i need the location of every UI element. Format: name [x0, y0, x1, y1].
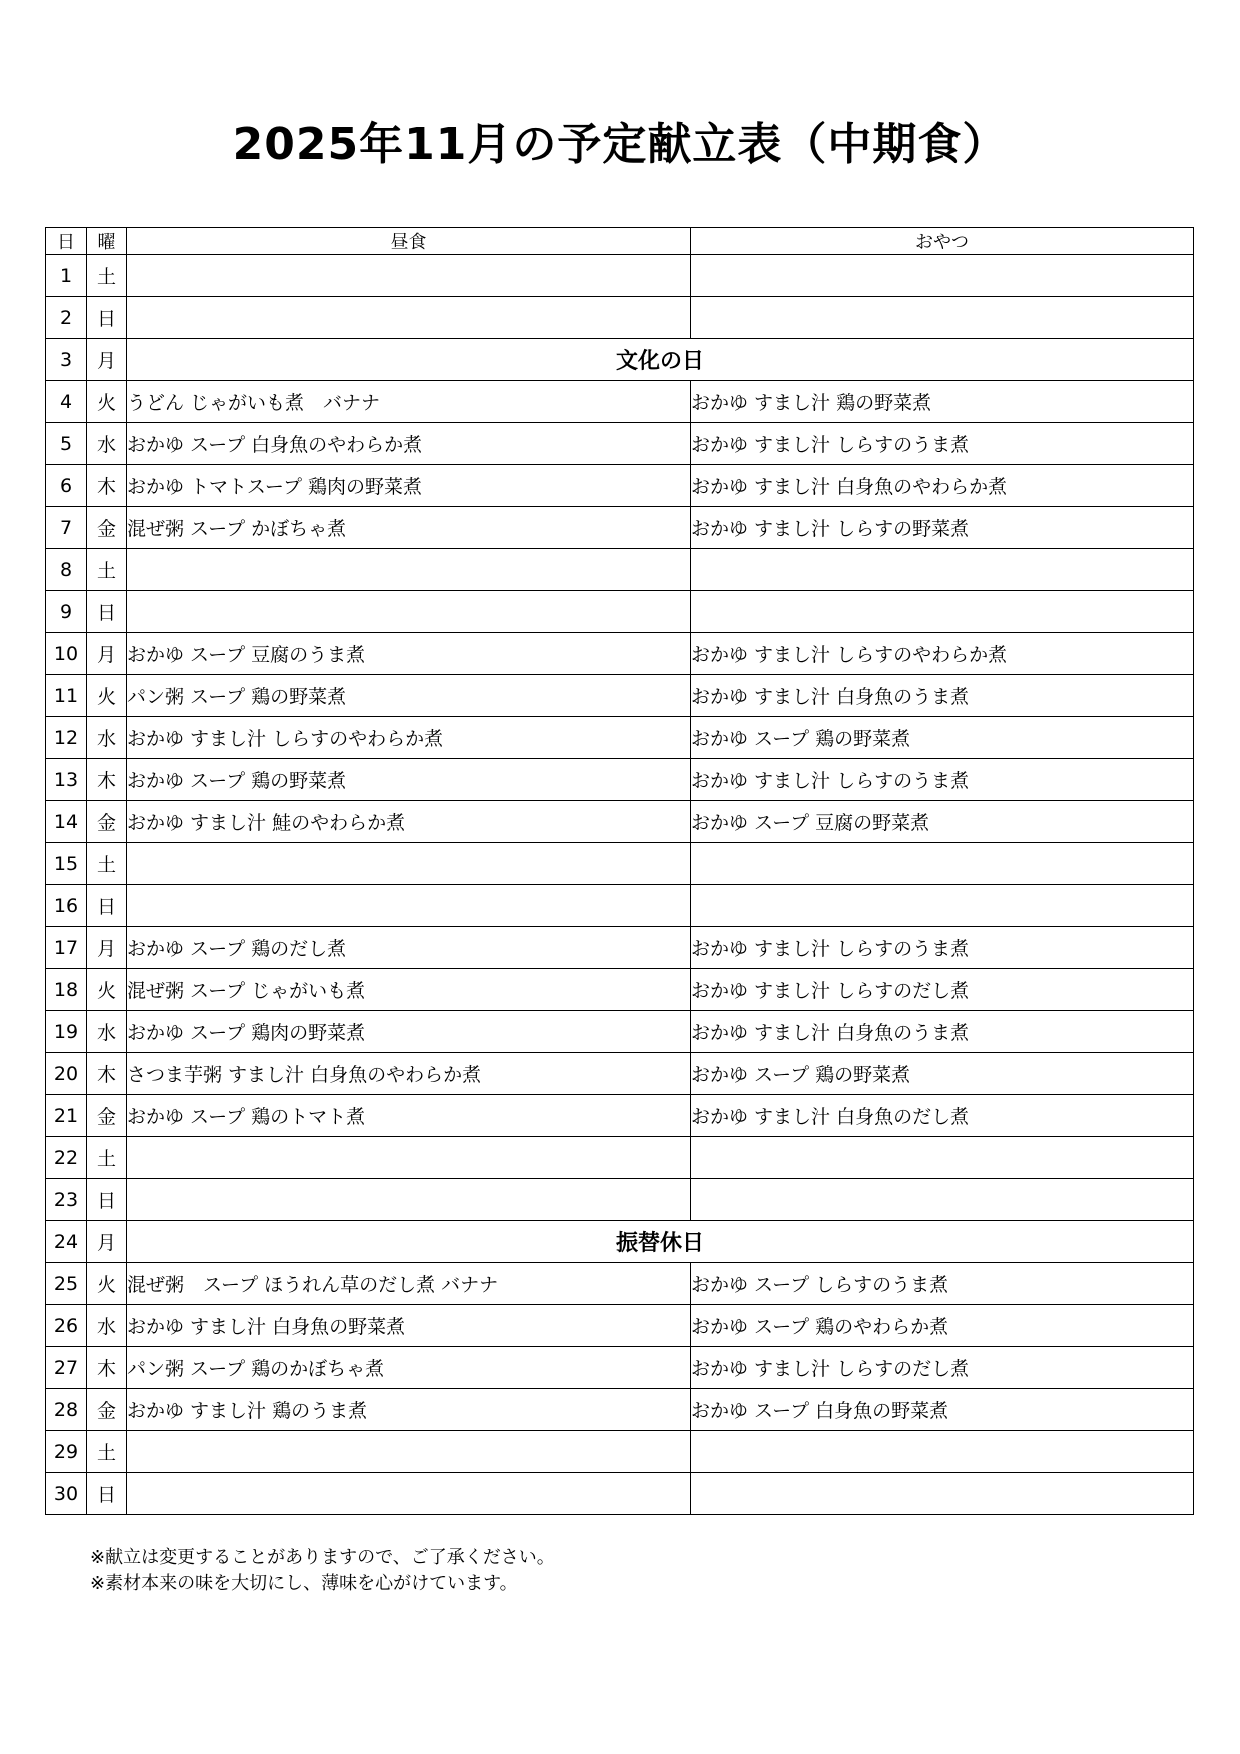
day-cell: 24: [46, 1221, 87, 1263]
weekday-cell: 月: [87, 1221, 127, 1263]
header-day: 日: [46, 228, 87, 255]
weekday-cell: 火: [87, 381, 127, 423]
table-row: [46, 381, 1194, 423]
table-row: [46, 549, 1194, 591]
day-cell: 6: [46, 465, 87, 507]
table-row: [46, 675, 1194, 717]
lunch-cell: パン粥 スープ 鶏のかぼちゃ煮: [127, 1347, 691, 1389]
day-cell: 28: [46, 1389, 87, 1431]
lunch-cell: おかゆ スープ 鶏の野菜煮: [127, 759, 691, 801]
snack-cell: [691, 591, 1194, 633]
day-cell: 13: [46, 759, 87, 801]
menu-body: [46, 255, 1194, 1515]
weekday-cell: 土: [87, 255, 127, 297]
weekday-cell: 木: [87, 1053, 127, 1095]
snack-cell: おかゆ すまし汁 鶏の野菜煮: [691, 381, 1194, 423]
lunch-cell: パン粥 スープ 鶏の野菜煮: [127, 675, 691, 717]
table-row: [46, 1053, 1194, 1095]
day-cell: 9: [46, 591, 87, 633]
table-row: [46, 1095, 1194, 1137]
day-cell: 27: [46, 1347, 87, 1389]
snack-cell: おかゆ すまし汁 白身魚のうま煮: [691, 1011, 1194, 1053]
snack-cell: [691, 1431, 1194, 1473]
lunch-cell: おかゆ すまし汁 白身魚の野菜煮: [127, 1305, 691, 1347]
snack-cell: おかゆ すまし汁 しらすのうま煮: [691, 759, 1194, 801]
snack-cell: おかゆ すまし汁 しらすのやわらか煮: [691, 633, 1194, 675]
weekday-cell: 月: [87, 927, 127, 969]
day-cell: 15: [46, 843, 87, 885]
header-weekday: 曜: [87, 228, 127, 255]
day-cell: 25: [46, 1263, 87, 1305]
lunch-cell: おかゆ トマトスープ 鶏肉の野菜煮: [127, 465, 691, 507]
table-row: [46, 1137, 1194, 1179]
weekday-cell: 日: [87, 591, 127, 633]
table-row: [46, 1263, 1194, 1305]
menu-table: [45, 227, 1194, 1515]
snack-cell: おかゆ スープ 鶏の野菜煮: [691, 717, 1194, 759]
weekday-cell: 金: [87, 1389, 127, 1431]
table-row: [46, 717, 1194, 759]
weekday-cell: 火: [87, 1263, 127, 1305]
table-row: [46, 423, 1194, 465]
day-cell: 3: [46, 339, 87, 381]
snack-cell: おかゆ スープ 鶏の野菜煮: [691, 1053, 1194, 1095]
lunch-cell: おかゆ スープ 鶏のトマト煮: [127, 1095, 691, 1137]
lunch-cell: [127, 591, 691, 633]
snack-cell: [691, 1473, 1194, 1515]
lunch-cell: 混ぜ粥 スープ じゃがいも煮: [127, 969, 691, 1011]
snack-cell: おかゆ スープ 豆腐の野菜煮: [691, 801, 1194, 843]
weekday-cell: 日: [87, 1179, 127, 1221]
weekday-cell: 火: [87, 969, 127, 1011]
lunch-cell: 混ぜ粥 スープ かぼちゃ煮: [127, 507, 691, 549]
day-cell: 11: [46, 675, 87, 717]
lunch-cell: おかゆ すまし汁 鮭のやわらか煮: [127, 801, 691, 843]
snack-cell: [691, 255, 1194, 297]
lunch-cell: [127, 843, 691, 885]
weekday-cell: 水: [87, 423, 127, 465]
day-cell: 20: [46, 1053, 87, 1095]
day-cell: 22: [46, 1137, 87, 1179]
lunch-cell: おかゆ すまし汁 鶏のうま煮: [127, 1389, 691, 1431]
table-row: [46, 801, 1194, 843]
weekday-cell: 火: [87, 675, 127, 717]
weekday-cell: 水: [87, 717, 127, 759]
table-row: [46, 1305, 1194, 1347]
day-cell: 7: [46, 507, 87, 549]
day-cell: 23: [46, 1179, 87, 1221]
day-cell: 29: [46, 1431, 87, 1473]
lunch-cell: [127, 885, 691, 927]
day-cell: 17: [46, 927, 87, 969]
weekday-cell: 水: [87, 1011, 127, 1053]
snack-cell: おかゆ スープ 白身魚の野菜煮: [691, 1389, 1194, 1431]
holiday-cell: 振替休日: [127, 1221, 1194, 1263]
lunch-cell: さつま芋粥 すまし汁 白身魚のやわらか煮: [127, 1053, 691, 1095]
table-row: [46, 1389, 1194, 1431]
day-cell: 8: [46, 549, 87, 591]
table-row: [46, 633, 1194, 675]
day-cell: 12: [46, 717, 87, 759]
table-row: [46, 1179, 1194, 1221]
lunch-cell: おかゆ スープ 鶏肉の野菜煮: [127, 1011, 691, 1053]
snack-cell: おかゆ すまし汁 白身魚のうま煮: [691, 675, 1194, 717]
snack-cell: おかゆ すまし汁 白身魚のだし煮: [691, 1095, 1194, 1137]
table-row: [46, 1011, 1194, 1053]
day-cell: 10: [46, 633, 87, 675]
lunch-cell: [127, 297, 691, 339]
lunch-cell: おかゆ すまし汁 しらすのやわらか煮: [127, 717, 691, 759]
snack-cell: [691, 1179, 1194, 1221]
weekday-cell: 木: [87, 465, 127, 507]
lunch-cell: 混ぜ粥 スープ ほうれん草のだし煮 バナナ: [127, 1263, 691, 1305]
weekday-cell: 日: [87, 885, 127, 927]
table-row: [46, 927, 1194, 969]
header-snack: おやつ: [691, 228, 1194, 255]
table-row: [46, 297, 1194, 339]
weekday-cell: 金: [87, 801, 127, 843]
header-row: [46, 228, 1194, 255]
snack-cell: おかゆ スープ 鶏のやわらか煮: [691, 1305, 1194, 1347]
table-row: [46, 969, 1194, 1011]
day-cell: 16: [46, 885, 87, 927]
weekday-cell: 木: [87, 1347, 127, 1389]
day-cell: 14: [46, 801, 87, 843]
snack-cell: [691, 885, 1194, 927]
day-cell: 2: [46, 297, 87, 339]
snack-cell: [691, 843, 1194, 885]
table-row: [46, 843, 1194, 885]
lunch-cell: おかゆ スープ 豆腐のうま煮: [127, 633, 691, 675]
weekday-cell: 木: [87, 759, 127, 801]
lunch-cell: [127, 255, 691, 297]
snack-cell: [691, 549, 1194, 591]
weekday-cell: 土: [87, 843, 127, 885]
notes: [90, 1545, 555, 1597]
header-lunch: 昼食: [127, 228, 691, 255]
table-row: [46, 507, 1194, 549]
weekday-cell: 金: [87, 507, 127, 549]
weekday-cell: 日: [87, 297, 127, 339]
table-row: [46, 1221, 1194, 1263]
day-cell: 21: [46, 1095, 87, 1137]
snack-cell: おかゆ すまし汁 しらすの野菜煮: [691, 507, 1194, 549]
day-cell: 30: [46, 1473, 87, 1515]
holiday-cell: 文化の日: [127, 339, 1194, 381]
table-row: [46, 759, 1194, 801]
weekday-cell: 日: [87, 1473, 127, 1515]
weekday-cell: 水: [87, 1305, 127, 1347]
table-row: [46, 339, 1194, 381]
table-row: [46, 255, 1194, 297]
snack-cell: おかゆ すまし汁 しらすのうま煮: [691, 423, 1194, 465]
lunch-cell: [127, 1473, 691, 1515]
snack-cell: [691, 297, 1194, 339]
weekday-cell: 月: [87, 633, 127, 675]
weekday-cell: 土: [87, 549, 127, 591]
snack-cell: おかゆ すまし汁 しらすのだし煮: [691, 1347, 1194, 1389]
snack-cell: [691, 1137, 1194, 1179]
day-cell: 4: [46, 381, 87, 423]
weekday-cell: 月: [87, 339, 127, 381]
snack-cell: おかゆ すまし汁 しらすのだし煮: [691, 969, 1194, 1011]
table-row: [46, 1473, 1194, 1515]
weekday-cell: 土: [87, 1137, 127, 1179]
lunch-cell: おかゆ スープ 鶏のだし煮: [127, 927, 691, 969]
table-row: [46, 885, 1194, 927]
page-title: 2025年11月の予定献立表（中期食）: [232, 119, 1008, 170]
lunch-cell: おかゆ スープ 白身魚のやわらか煮: [127, 423, 691, 465]
note-line: ※献立は変更することがありますので、ご了承ください。: [90, 1547, 555, 1568]
lunch-cell: [127, 1431, 691, 1473]
day-cell: 1: [46, 255, 87, 297]
table-row: [46, 1431, 1194, 1473]
day-cell: 19: [46, 1011, 87, 1053]
table-row: [46, 465, 1194, 507]
table-row: [46, 1347, 1194, 1389]
lunch-cell: [127, 1179, 691, 1221]
lunch-cell: [127, 1137, 691, 1179]
weekday-cell: 土: [87, 1431, 127, 1473]
day-cell: 26: [46, 1305, 87, 1347]
day-cell: 18: [46, 969, 87, 1011]
snack-cell: おかゆ すまし汁 しらすのうま煮: [691, 927, 1194, 969]
weekday-cell: 金: [87, 1095, 127, 1137]
table-row: [46, 591, 1194, 633]
lunch-cell: うどん じゃがいも煮 バナナ: [127, 381, 691, 423]
snack-cell: おかゆ すまし汁 白身魚のやわらか煮: [691, 465, 1194, 507]
day-cell: 5: [46, 423, 87, 465]
lunch-cell: [127, 549, 691, 591]
snack-cell: おかゆ スープ しらすのうま煮: [691, 1263, 1194, 1305]
note-line: ※素材本来の味を大切にし、薄味を心がけています。: [90, 1573, 518, 1594]
